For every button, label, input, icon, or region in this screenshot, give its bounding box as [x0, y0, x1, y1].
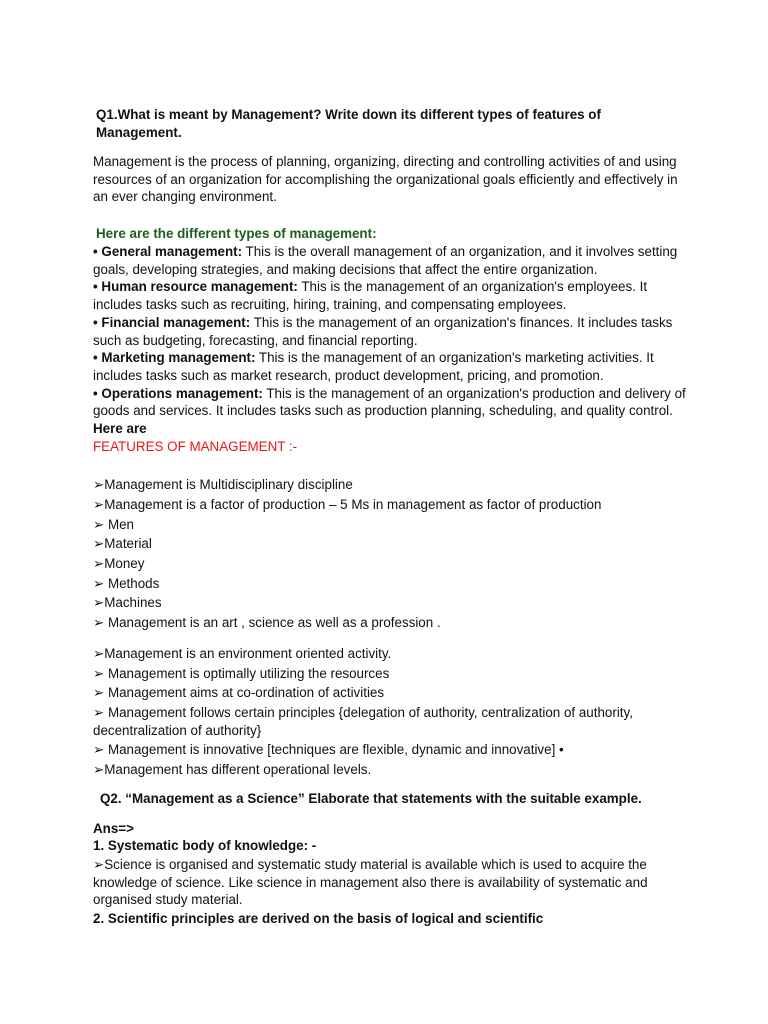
point2-heading: 2. Scientific principles are derived on the basis of logical and scientific — [93, 911, 544, 926]
q2-heading: Q2. “Management as a Science” Elaborate that statements with the suitable example. — [100, 791, 642, 806]
feature-item: ➢Management is an environment oriented activity. — [93, 646, 392, 661]
answer-label: Ans=> — [93, 821, 134, 836]
feature-item: ➢ Management is optimally utilizing the resources — [93, 666, 390, 681]
type-item-hr: • Human resource management: This is the management of an organization's employees. It includes tasks such as recruiting, hiring, training, and compensating employees. — [93, 279, 648, 313]
type-item-general: • General management: This is the overall management of an organization, and it involves setting goals, developing strategies, and making decisions that affect the entire organization. — [93, 244, 678, 277]
types-list — [93, 243, 688, 455]
feature-item: ➢Management is Multidisciplinary discipline — [93, 477, 353, 492]
type-item-marketing: • Marketing management: This is the management of an organization's marketing activities. It includes tasks such as market research, product development, pricing, and promotion. — [93, 350, 654, 383]
feature-item: ➢ Management is an art , science as well as a profession . — [93, 615, 441, 630]
feature-item: ➢ Methods — [93, 576, 160, 591]
feature-item: ➢Management is a factor of production – 5 Ms in management as factor of production — [93, 497, 602, 512]
point1-heading: 1. Systematic body of knowledge: - — [93, 838, 317, 853]
feature-item: ➢ Management aims at co-ordination of activities — [93, 685, 385, 700]
types-heading: Here are the different types of management: — [96, 226, 377, 241]
management-definition: Management is the process of planning, organizing, directing and controlling activities of and using resources of an organization for accomplishing the organizational goals efficiently and effectively in an ever changing environment. — [93, 154, 678, 205]
feature-item: ➢ Men — [93, 517, 134, 532]
q1-heading: Q1.What is meant by Management? Write down its different types of features of Management. — [96, 107, 601, 140]
type-item-financial: • Financial management: This is the management of an organization's finances. It includes tasks such as budgeting, forecasting, and financial reporting. — [93, 314, 673, 348]
feature-item: ➢Management has different operational levels. — [93, 762, 372, 777]
feature-item: ➢ Management is innovative [techniques are flexible, dynamic and innovative] • — [93, 742, 564, 757]
feature-item: ➢Material — [93, 536, 152, 551]
type-item-operations: • Operations management: This is the management of an organization's production and delivery of goods and services. It includes tasks such as production planning, scheduling, and quality control. — [93, 385, 686, 419]
feature-item: ➢Machines — [93, 595, 162, 610]
feature-item: ➢Money — [93, 556, 145, 571]
feature-item: ➢ Management follows certain principles {delegation of authority, centralization of authority, decentralization of authority} — [93, 705, 633, 738]
here-are: Here are — [93, 421, 147, 437]
features-heading: FEATURES OF MANAGEMENT :- — [93, 438, 298, 454]
point1-text: ➢Science is organised and systematic study material is available which is used to acquire the knowledge of science. Like science in management also there is availability of systematic and organised study material. — [93, 857, 648, 908]
